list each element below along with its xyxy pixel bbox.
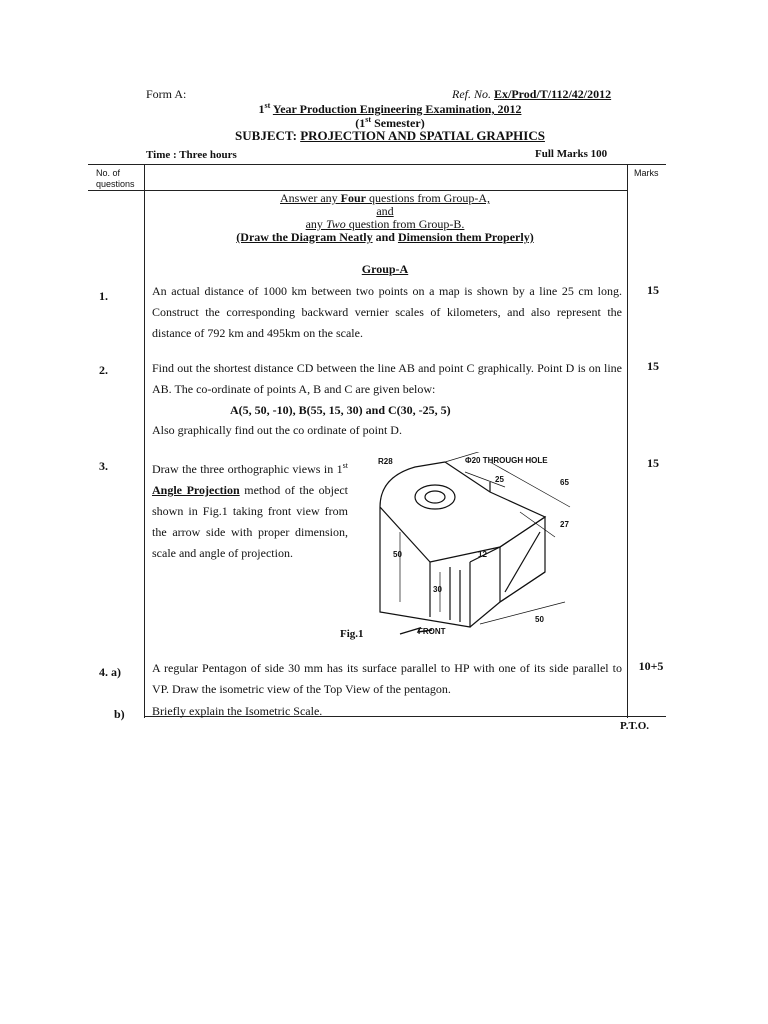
table-top-rule (88, 164, 666, 165)
fig-wedge-base (500, 572, 545, 602)
question-3-marks: 15 (647, 456, 659, 470)
semester-open: (1 (355, 116, 366, 130)
fig-label-25: 25 (495, 475, 504, 484)
ref-value: Ex/Prod/T/112/42/2012 (494, 87, 612, 101)
question-3-text: Draw the three orthographic views in 1st Angle Projection method of the object shown in Fig.1 taking front view from the arrow side with proper dimension, scale and angle of projection. (152, 461, 348, 560)
instruction-1-post: questions from Group-A, (366, 191, 490, 205)
instructions-block (150, 192, 620, 244)
fig-label-30: 30 (433, 585, 442, 594)
question-4b-number: b) (114, 707, 125, 721)
question-1-marks: 15 (647, 283, 659, 297)
question-2-coordinates: A(5, 50, -10), B(55, 15, 30) and C(30, -25, 5) (230, 403, 451, 417)
fig-label-12: 12 (478, 550, 487, 559)
instruction-4-c: Dimension them Properly) (397, 230, 534, 244)
col-header-questions: No. of questions (96, 168, 135, 189)
question-2-number: 2. (99, 363, 108, 377)
fig-dim-50-bottom (480, 602, 565, 624)
question-4a-text: A regular Pentagon of side 30 mm has its surface parallel to HP with one of its side parallel to VP. Draw the isometric view of the Top View of the pentagon. (152, 661, 622, 696)
question-3-text-sup: st (342, 461, 348, 470)
form-label: Form A: (146, 87, 187, 101)
fig-wedge-diagonal (505, 532, 540, 592)
question-2-text-b: Also graphically find out the co ordinate of point D. (152, 423, 402, 437)
table-right-divider (627, 164, 628, 718)
question-4-marks: 10+5 (638, 659, 664, 673)
fig-label-65: 65 (560, 478, 569, 487)
semester-close: Semester) (374, 116, 425, 130)
fig-boss-outline (380, 462, 445, 592)
exam-title: 1st Year Production Engineering Examination, 2012 (258, 101, 522, 116)
fig-block-top (430, 462, 545, 562)
ref-prefix: Ref. No. (452, 87, 491, 101)
fig-label-50-vertical: 50 (393, 550, 402, 559)
fig-label-front: FRONT (418, 627, 446, 636)
exam-title-rest: Year Production Engineering Examination, 2012 (272, 102, 522, 116)
fig-hole (415, 485, 455, 509)
fig-hole-inner (425, 491, 445, 503)
question-4a-number: 4. a) (99, 665, 121, 679)
instruction-line-2: and (376, 204, 394, 218)
instruction-line-4 (150, 231, 620, 244)
instruction-4-a: (Draw the Diagram Neatly (236, 230, 373, 244)
question-1-text: An actual distance of 1000 km between two points on a map is shown by a line 25 cm long. Construct the corresponding backward vernier scales of kilometers, and also represent the distance of 792 km and 495km on the scale. (152, 284, 622, 340)
fig-front-face (380, 562, 470, 627)
fig-label-radius: R28 (378, 457, 393, 466)
subject-value: PROJECTION AND SPATIAL GRAPHICS (300, 128, 545, 143)
question-1-number: 1. (99, 289, 108, 303)
time-allowed: Time : Three hours (146, 149, 237, 161)
fig-label-50-bottom: 50 (535, 615, 544, 624)
col-header-marks: Marks (634, 168, 659, 178)
fig-dim-27 (520, 512, 555, 537)
fig-base-edge (470, 602, 500, 627)
instruction-4-b: and (372, 230, 398, 244)
reference-number (452, 87, 611, 102)
fig-boss-edge (380, 507, 430, 562)
group-heading: Group-A (361, 262, 409, 276)
instruction-3-pre: any (305, 217, 326, 231)
question-2-text-a: Find out the shortest distance CD between the line AB and point C graphically. Point D is on line AB. The co-ordinate of points A, B and C are given below: (152, 361, 622, 396)
question-3-text-bold: Angle Projection (152, 483, 240, 497)
question-2-marks: 15 (647, 359, 659, 373)
pto-label: P.T.O. (620, 720, 650, 732)
fig-label-27: 27 (560, 520, 569, 529)
instruction-1-pre: Answer any (280, 191, 341, 205)
question-4b-text: Briefly explain the Isometric Scale. (152, 704, 323, 718)
question-3-text-pre: Draw the three orthographic views in (152, 462, 337, 476)
instruction-3-post: question from Group-B. (345, 217, 465, 231)
question-3-number: 3. (99, 459, 108, 473)
figure-1-drawing (340, 452, 590, 652)
questions-header-rule (88, 190, 144, 191)
fig-dim-65 (490, 462, 570, 507)
figure-caption: Fig.1 (340, 628, 364, 640)
fig-label-hole: Φ20 THROUGH HOLE (465, 456, 548, 465)
subject-line (180, 128, 600, 144)
question-3-text-post: method of the object shown in Fig.1 taking front view from the arrow side with proper dimension, scale and angle of projection. (152, 483, 348, 560)
full-marks: Full Marks 100 (535, 148, 608, 160)
table-left-divider (144, 164, 145, 718)
subject-label: SUBJECT: (235, 128, 297, 143)
exam-title-sup: st (264, 101, 271, 110)
semester-sup: st (365, 115, 372, 124)
instruction-1-bold: Four (340, 191, 366, 205)
instruction-3-italic: Two (325, 217, 346, 231)
